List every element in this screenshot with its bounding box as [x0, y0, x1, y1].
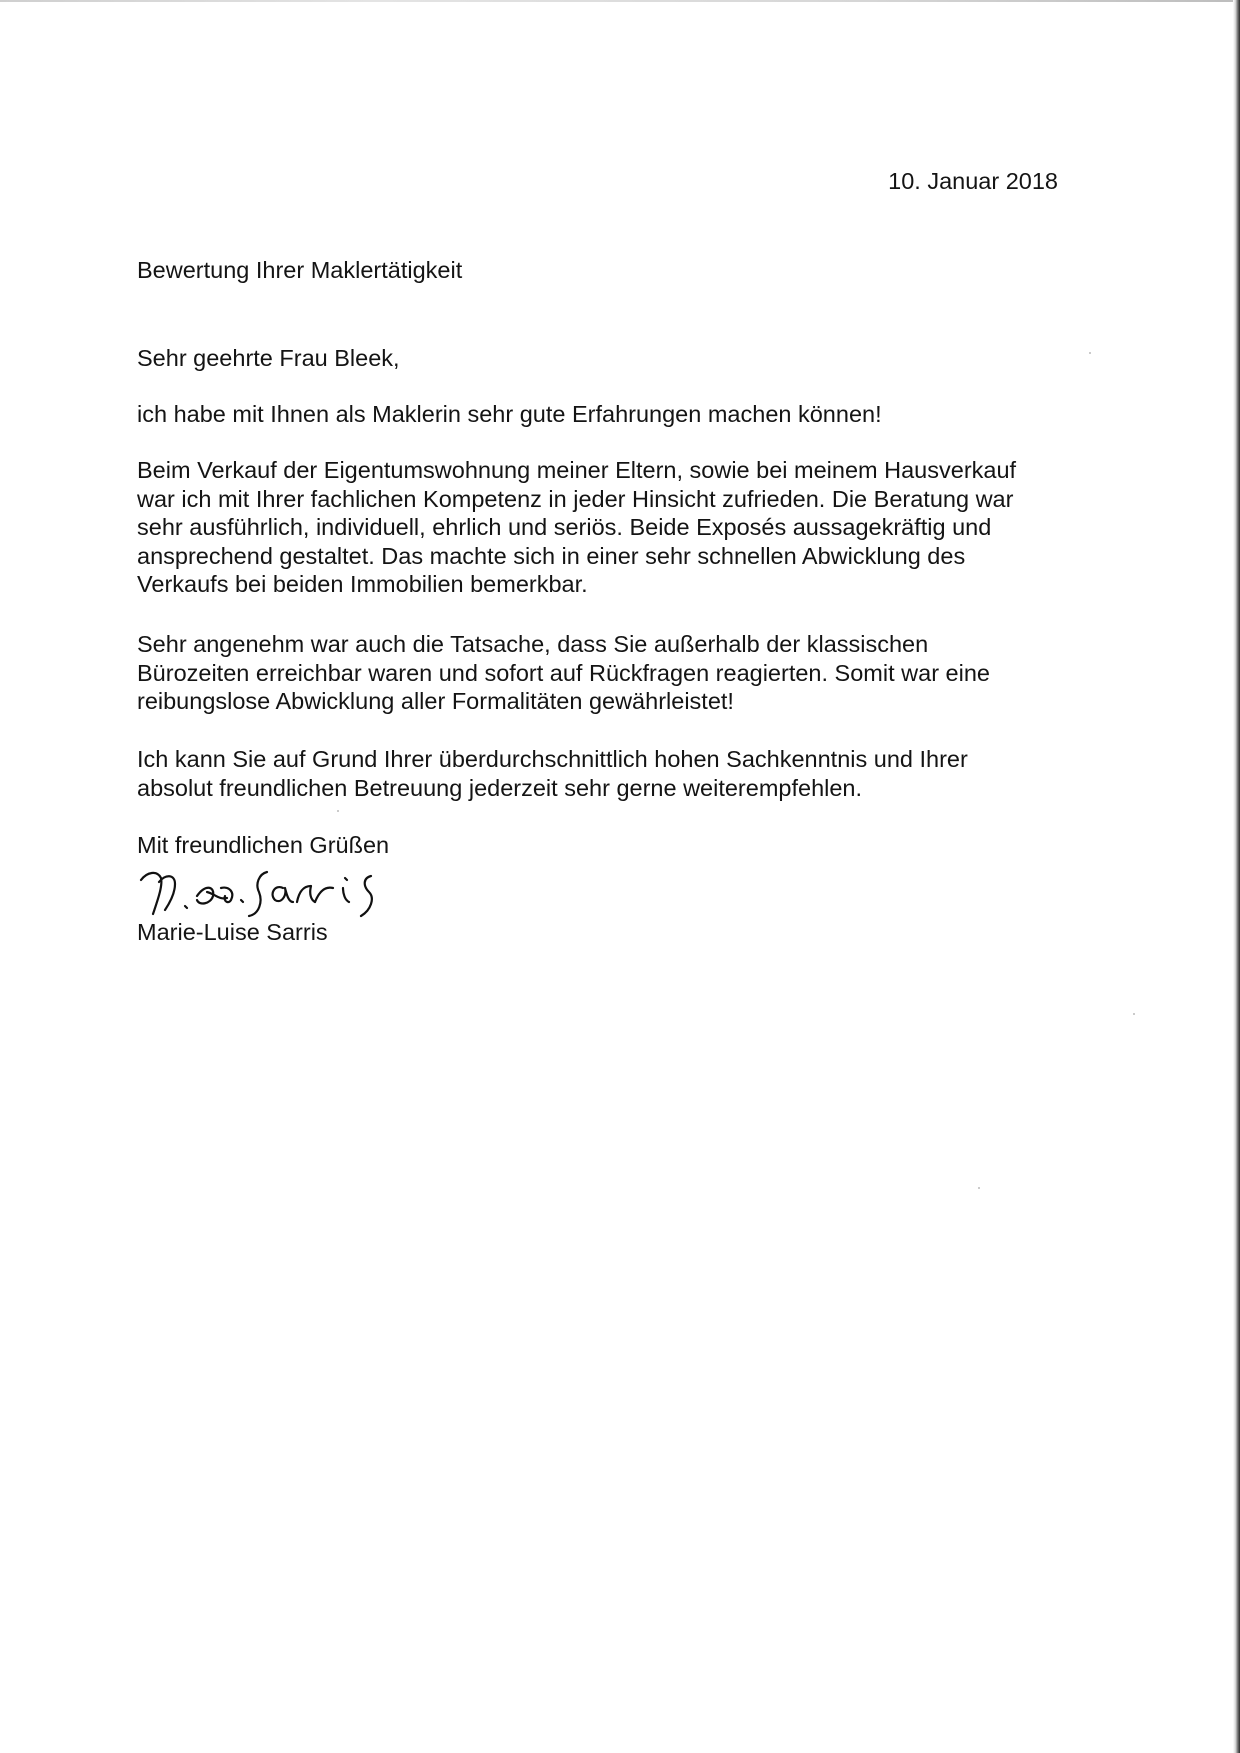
paragraph-4: [137, 745, 968, 802]
paragraph-line: sehr ausführlich, individuell, ehrlich und seriös. Beide Exposés aussagekräftig und: [137, 514, 992, 540]
paragraph-3: [137, 630, 990, 716]
scan-top-edge: [0, 0, 1240, 2]
paragraph-line: Ich kann Sie auf Grund Ihrer überdurchschnittlich hohen Sachkenntnis und Ihrer: [137, 746, 968, 772]
paragraph-line: ansprechend gestaltet. Das machte sich in einer sehr schnellen Abwicklung des: [137, 542, 966, 569]
scan-speck: [1089, 352, 1091, 354]
paragraph-line: Sehr angenehm war auch die Tatsache, dass Sie außerhalb der klassischen: [137, 631, 929, 657]
paragraph-line: Beim Verkauf der Eigentumswohnung meiner Eltern, sowie bei meinem Hausverkauf: [137, 457, 1017, 483]
letter-subject: Bewertung Ihrer Maklertätigkeit: [137, 257, 463, 283]
paragraph-2: [137, 456, 1016, 599]
signer-name: Marie-Luise Sarris: [137, 919, 328, 945]
paragraph-line: war ich mit Ihrer fachlichen Kompetenz in jeder Hinsicht zufrieden. Die Beratung war: [137, 485, 1014, 512]
scan-speck: [1133, 1013, 1135, 1015]
scan-right-edge: [1233, 0, 1240, 1753]
letter-closing: Mit freundlichen Grüßen: [137, 832, 390, 858]
paragraph-line: absolut freundlichen Betreuung jederzeit sehr gerne weiterempfehlen.: [137, 774, 863, 801]
paragraph-line: ich habe mit Ihnen als Maklerin sehr gute Erfahrungen machen können!: [137, 401, 882, 427]
paragraph-line: reibungslose Abwicklung aller Formalitäten gewährleistet!: [137, 688, 734, 714]
letter-date: 10. Januar 2018: [888, 168, 1058, 194]
handwritten-signature: [135, 862, 415, 924]
paragraph-line: Bürozeiten erreichbar waren und sofort auf Rückfragen reagierten. Somit war eine: [137, 659, 990, 686]
scan-speck: [978, 1187, 980, 1189]
scan-speck: [337, 810, 339, 812]
paragraph-1: [137, 400, 882, 429]
paragraph-line: Verkaufs bei beiden Immobilien bemerkbar.: [137, 571, 588, 597]
letter-salutation: Sehr geehrte Frau Bleek,: [137, 345, 400, 371]
